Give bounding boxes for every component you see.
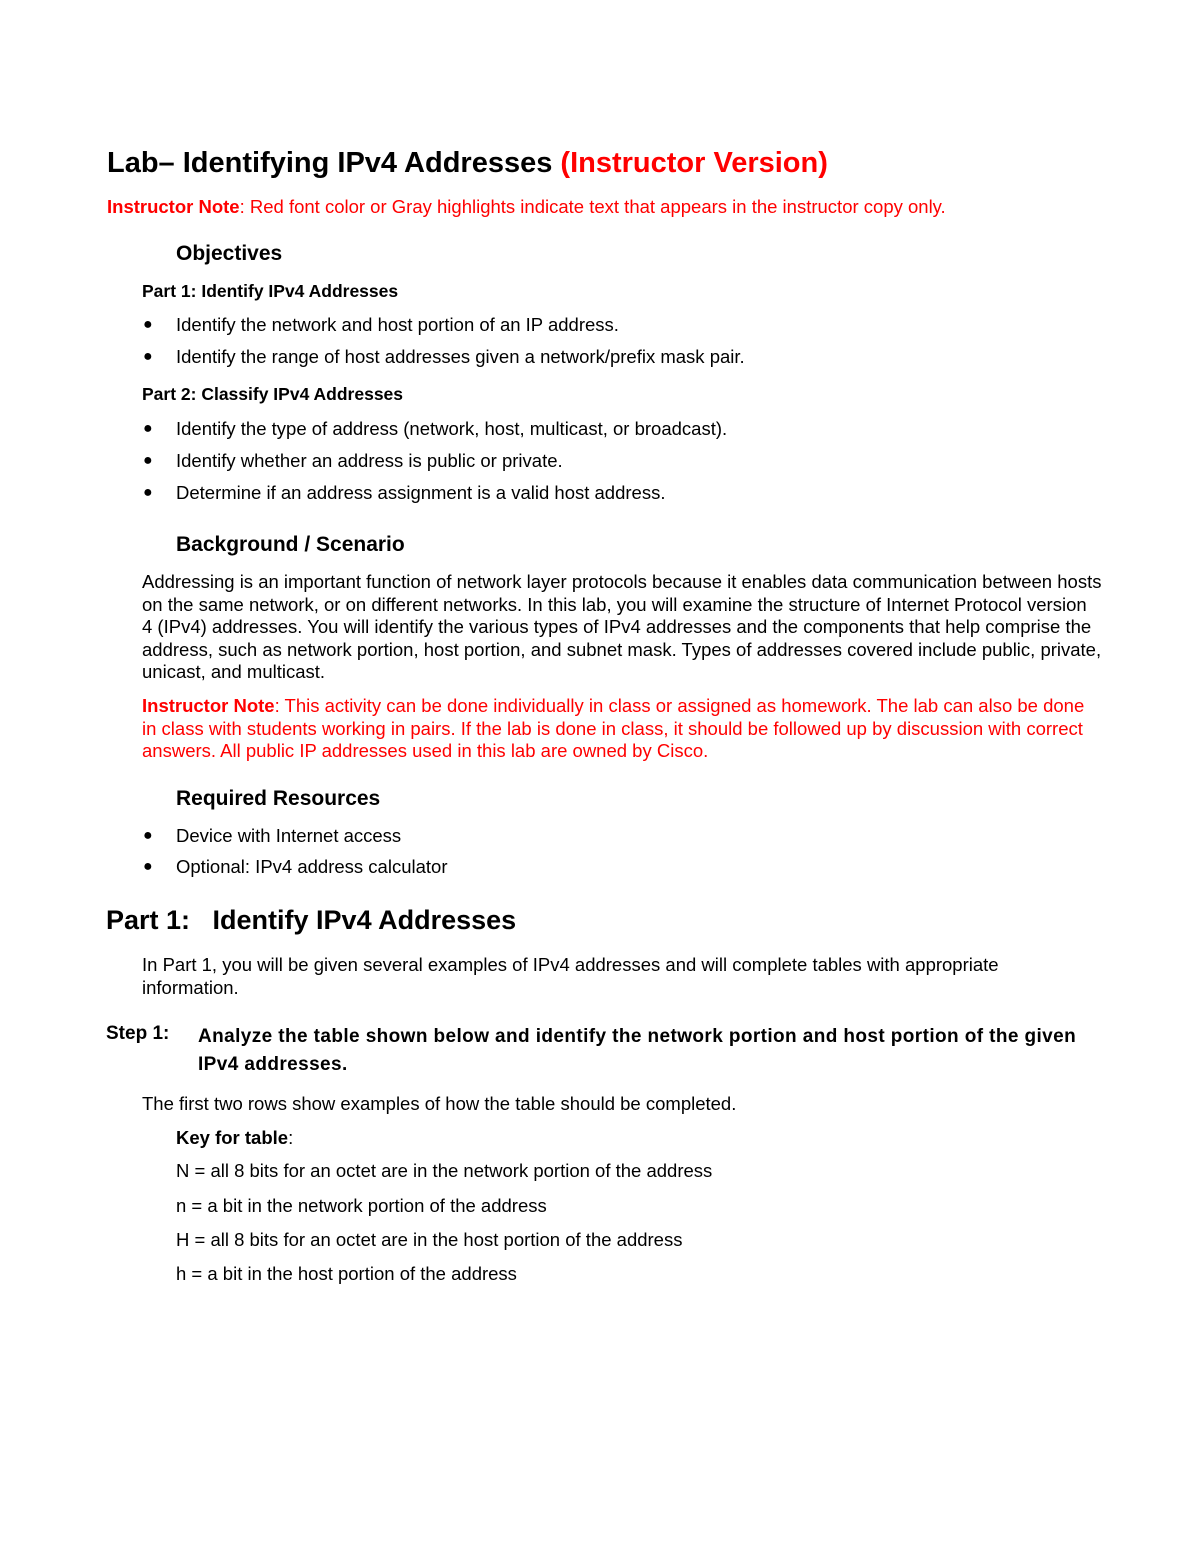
background-paragraph: Addressing is an important function of network layer protocols because it enables data communication between hosts on the same network, or on different networks. In this lab, you will examine the structure of Internet Protocol version 4 (IPv4) addresses. You will identify the various types of IPv4 addresses and the components that help comprise the address, such as network portion, host portion, and subnet mask. Types of addresses covered include public, private, unicast, and multicast. <box>142 571 1102 682</box>
objectives-heading: Objectives <box>176 242 283 265</box>
bullet-icon: ● <box>143 827 153 844</box>
background-heading: Background / Scenario <box>176 533 405 556</box>
bullet-icon: ● <box>143 858 153 875</box>
step1-first-rows: The first two rows show examples of how the table should be completed. <box>142 1093 737 1114</box>
title-main: Lab– Identifying IPv4 Addresses <box>107 147 553 179</box>
page-title <box>107 147 828 180</box>
part1-heading: Part 1: Identify IPv4 Addresses <box>106 905 517 935</box>
bullet-icon: ● <box>143 316 153 333</box>
key-heading: Key for table: <box>176 1127 294 1148</box>
key-item: h = a bit in the host portion of the address <box>176 1263 517 1284</box>
key-item: N = all 8 bits for an octet are in the network portion of the address <box>176 1160 713 1181</box>
instructor-note <box>107 196 946 218</box>
instructor-note-label: Instructor Note <box>142 695 275 716</box>
key-label: Key for table <box>176 1127 289 1148</box>
document-page: Lab– Identifying IPv4 Addresses (Instructor Version) Instructor Note: Red font color or Gray highlights indicate text that appears in the instructor copy only. Objectives Part 1: Identify IPv4 Addresses ● Identify the network and host portion of an IP address. ● Identify the range of host addresses given a network/prefix mask pair. Part 2: Classify IPv4 Addresses ● Identify the type of address (network, host, multicast, or broadcast). ● Identify whether an address is public or private. ● Determine if an address assignment is a valid host address. Background / Scenario Addressing is an important function of network layer protocols because it enables data communication between hosts on the same network, or on different networks. In this lab, you will examine the structure of Internet Protocol version 4 (IPv4) addresses. You will identify the various types of IPv4 addresses and the components that help comprise the address, such as network portion, host portion, and subnet mask. Types of addresses covered include public, private, unicast, and multicast. Instructor Note: This activity can be done individually in class or assigned as homework. The lab can also be done in class with students working in pairs. If the lab is done in class, it should be followed up by discussion with correct answers. All public IP addresses used in this lab are owned by Cisco. Required Resources ● Device with Internet access ● Optional: IPv4 address calculator Part 1: Identify IPv4 Addresses In Part 1, you will be given several examples of IPv4 addresses and will complete tables with appropriate information. Step 1: Analyze the table shown below and identify the network portion and host portion of the given IPv4 addresses. The first two rows show examples of how the table should be completed. Key for table: N = all 8 bits for an octet are in the network portion of the address n = a bit in the network portion of the address H = all 8 bits for an octet are in the host portion of the address h = a bit in the host portion of the address <box>0 0 1200 1553</box>
objectives-part2-heading: Part 2: Classify IPv4 Addresses <box>142 384 404 404</box>
bullet-icon: ● <box>143 348 153 365</box>
key-item: n = a bit in the network portion of the address <box>176 1195 547 1216</box>
instructor-note-text: : Red font color or Gray highlights indicate text that appears in the instructor copy only. <box>239 196 946 217</box>
bullet-icon: ● <box>143 484 153 501</box>
step1-text: Analyze the table shown below and identify the network portion and host portion of the given IPv4 addresses. <box>198 1026 1077 1075</box>
resources-heading: Required Resources <box>176 787 381 810</box>
step1-label: Step 1: <box>106 1023 170 1044</box>
part1-intro: In Part 1, you will be given several examples of IPv4 addresses and will complete tables with appropriate information. <box>142 954 999 998</box>
instructor-note-text: : This activity can be done individually in class or assigned as homework. The lab can also be done in class with students working in pairs. If the lab is done in class, it should be followed up by discussion with correct answers. All public IP addresses used in this lab are owned by Cisco. <box>142 695 1085 761</box>
key-item: H = all 8 bits for an octet are in the host portion of the address <box>176 1229 683 1250</box>
instructor-note-label: Instructor Note <box>107 196 240 217</box>
bullet-icon: ● <box>143 420 153 437</box>
bullet-icon: ● <box>143 452 153 469</box>
instructor-note-2 <box>142 695 1102 763</box>
objectives-part1-heading: Part 1: Identify IPv4 Addresses <box>142 281 399 301</box>
title-version: (Instructor Version) <box>560 147 828 179</box>
